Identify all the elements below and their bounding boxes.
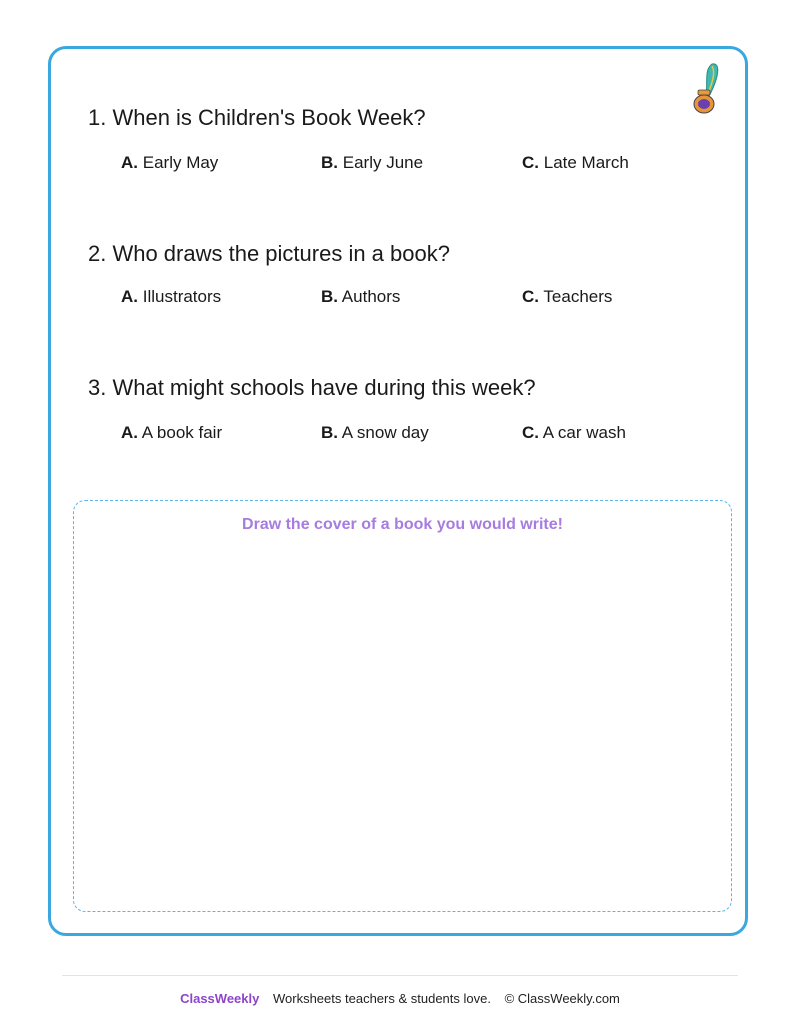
question-text: 2. Who draws the pictures in a book? — [88, 241, 450, 266]
drawing-area[interactable] — [73, 500, 732, 912]
option-a[interactable]: A. A book fair — [121, 423, 223, 442]
option-b[interactable]: B. Early June — [321, 153, 424, 172]
option-b[interactable]: B. A snow day — [321, 423, 429, 442]
question-2 — [88, 240, 708, 306]
option-c[interactable]: C. Late March — [522, 153, 629, 172]
footer-brand: ClassWeekly — [180, 991, 260, 1006]
option-b[interactable]: B. Authors — [321, 287, 401, 306]
question-text: 3. What might schools have during this week? — [88, 375, 536, 400]
option-c[interactable]: C. A car wash — [522, 423, 626, 442]
options-row — [121, 153, 721, 177]
question-1 — [88, 104, 708, 172]
question-3 — [88, 374, 708, 442]
option-a[interactable]: A. Illustrators — [121, 287, 222, 306]
drawing-prompt: Draw the cover of a book you would write! — [242, 516, 563, 533]
question-text: 1. When is Children's Book Week? — [88, 105, 426, 130]
option-a[interactable]: A. Early May — [121, 153, 219, 172]
option-c[interactable]: C. Teachers — [522, 287, 613, 306]
footer — [0, 991, 800, 1006]
options-row — [121, 423, 721, 447]
footer-tagline: Worksheets teachers & students love. — [272, 991, 491, 1006]
options-row — [121, 287, 721, 311]
footer-divider — [62, 975, 738, 976]
footer-copyright: © ClassWeekly.com — [504, 991, 620, 1006]
